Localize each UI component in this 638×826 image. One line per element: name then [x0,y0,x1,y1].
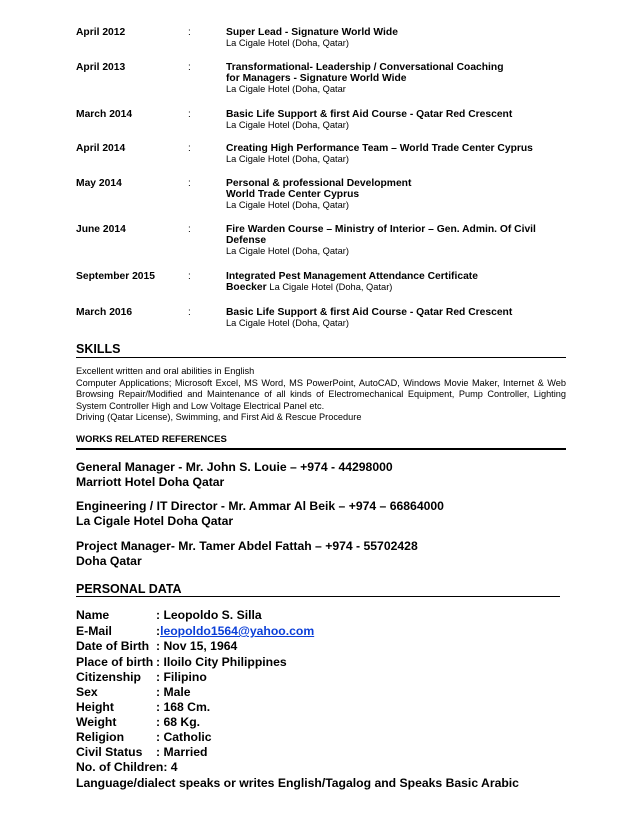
email-link[interactable]: leopoldo1564@yahoo.com [160,624,315,638]
personal-row-language: Language/dialect speaks or writes English/Tagalog and Speaks Basic Arabic [76,776,519,790]
training-title: Fire Warden Course – Ministry of Interior – Gen. Admin. Of Civil [226,224,536,235]
training-place: La Cigale Hotel (Doha, Qatar) [226,246,349,256]
reference-contact: Project Manager- Mr. Tamer Abdel Fattah – +974 - 55702428 [76,539,418,553]
training-date: April 2014 [76,143,126,154]
personal-row-civil-status [76,745,207,760]
skills-heading: SKILLS [76,342,121,356]
reference-item [76,460,393,489]
field-label: Civil Status [76,745,143,759]
training-date: June 2014 [76,224,126,235]
personal-heading: PERSONAL DATA [76,582,182,596]
training-place: La Cigale Hotel (Doha, Qatar) [269,282,393,292]
training-title: Integrated Pest Management Attendance Certificate [226,271,478,282]
training-date: April 2012 [76,27,126,38]
colon: : [188,307,191,318]
training-provider: Boecker [226,282,267,293]
personal-row-sex [76,685,191,700]
training-date: September 2015 [76,271,155,282]
field-value: : Leopoldo S. Silla [156,608,262,622]
reference-item [76,499,444,528]
field-label: Name [76,608,110,622]
colon: : [188,224,191,235]
field-value: : 68 Kg. [156,715,201,729]
field-value: : Catholic [156,730,212,744]
training-title-continued: Defense [226,235,267,246]
field-label: Religion [76,730,125,744]
personal-row-children: No. of Children: 4 [76,760,178,774]
skill-line: Excellent written and oral abilities in English [76,366,255,376]
colon: : [188,62,191,73]
colon: : [188,27,191,38]
field-value: : Iloilo City Philippines [156,655,287,669]
field-label: Place of birth [76,655,154,669]
training-title: Transformational- Leadership / Conversational Coaching [226,62,504,73]
personal-row-email [76,624,314,639]
training-date: May 2014 [76,178,122,189]
reference-item [76,539,418,568]
skills-list [76,366,566,424]
colon: : [188,271,191,282]
reference-company: Doha Qatar [76,553,142,568]
personal-row-height [76,700,210,715]
training-title: Basic Life Support & first Aid Course - Qatar Red Crescent [226,307,513,318]
training-date: March 2016 [76,307,133,318]
personal-row-weight [76,715,200,730]
training-place: La Cigale Hotel (Doha, Qatar [226,84,346,94]
training-title: Personal & professional Development [226,178,412,189]
field-label: Sex [76,685,98,699]
reference-company: La Cigale Hotel Doha Qatar [76,513,234,528]
colon: : [188,109,191,120]
skills-rule [76,357,566,358]
training-date: March 2014 [76,109,133,120]
training-title-continued: World Trade Center Cyprus [226,189,360,200]
personal-row-name [76,608,262,623]
field-value: : Male [156,685,191,699]
field-value: : [156,624,161,638]
field-label: Date of Birth [76,639,150,653]
personal-row-birthplace [76,655,287,670]
personal-row-dob [76,639,237,654]
skill-line: Driving (Qatar License), Swimming, and First Aid & Rescue Procedure [76,412,362,422]
references-rule [76,448,566,450]
training-title: Super Lead - Signature World Wide [226,27,398,38]
colon: : [188,178,191,189]
personal-rule [76,596,560,597]
personal-row-citizenship [76,670,207,685]
training-place: La Cigale Hotel (Doha, Qatar) [226,200,349,210]
field-label: Height [76,700,114,714]
field-value: : Nov 15, 1964 [156,639,238,653]
field-value: : Filipino [156,670,207,684]
training-date: April 2013 [76,62,126,73]
training-title-continued: for Managers - Signature World Wide [226,73,407,84]
personal-row-religion [76,730,212,745]
skill-line: Computer Applications; Microsoft Excel, MS Word, MS PowerPoint, AutoCAD, Windows Movie Maker, Internet & Web Browsing Repair/Modified and Maintenance of all kinds of Electromechanical Equipment, Pump Controller, Lighting System Controller High and Low Voltage Electrical Panel etc. [76,377,566,411]
training-place: La Cigale Hotel (Doha, Qatar) [226,318,349,328]
training-place: La Cigale Hotel (Doha, Qatar) [226,38,349,48]
reference-contact: General Manager - Mr. John S. Louie – +974 - 44298000 [76,460,393,474]
training-place: La Cigale Hotel (Doha, Qatar) [226,120,349,130]
reference-contact: Engineering / IT Director - Mr. Ammar Al Beik – +974 – 66864000 [76,499,444,513]
field-value: : Married [156,745,208,759]
colon: : [188,143,191,154]
field-label: Weight [76,715,117,729]
reference-company: Marriott Hotel Doha Qatar [76,474,225,489]
training-title: Basic Life Support & first Aid Course - Qatar Red Crescent [226,109,513,120]
training-title: Creating High Performance Team – World Trade Center Cyprus [226,143,533,154]
field-label: E-Mail [76,624,112,638]
references-heading: WORKS RELATED REFERENCES [76,434,227,445]
field-value: : 168 Cm. [156,700,211,714]
training-place: La Cigale Hotel (Doha, Qatar) [226,154,349,164]
field-label: Citizenship [76,670,142,684]
